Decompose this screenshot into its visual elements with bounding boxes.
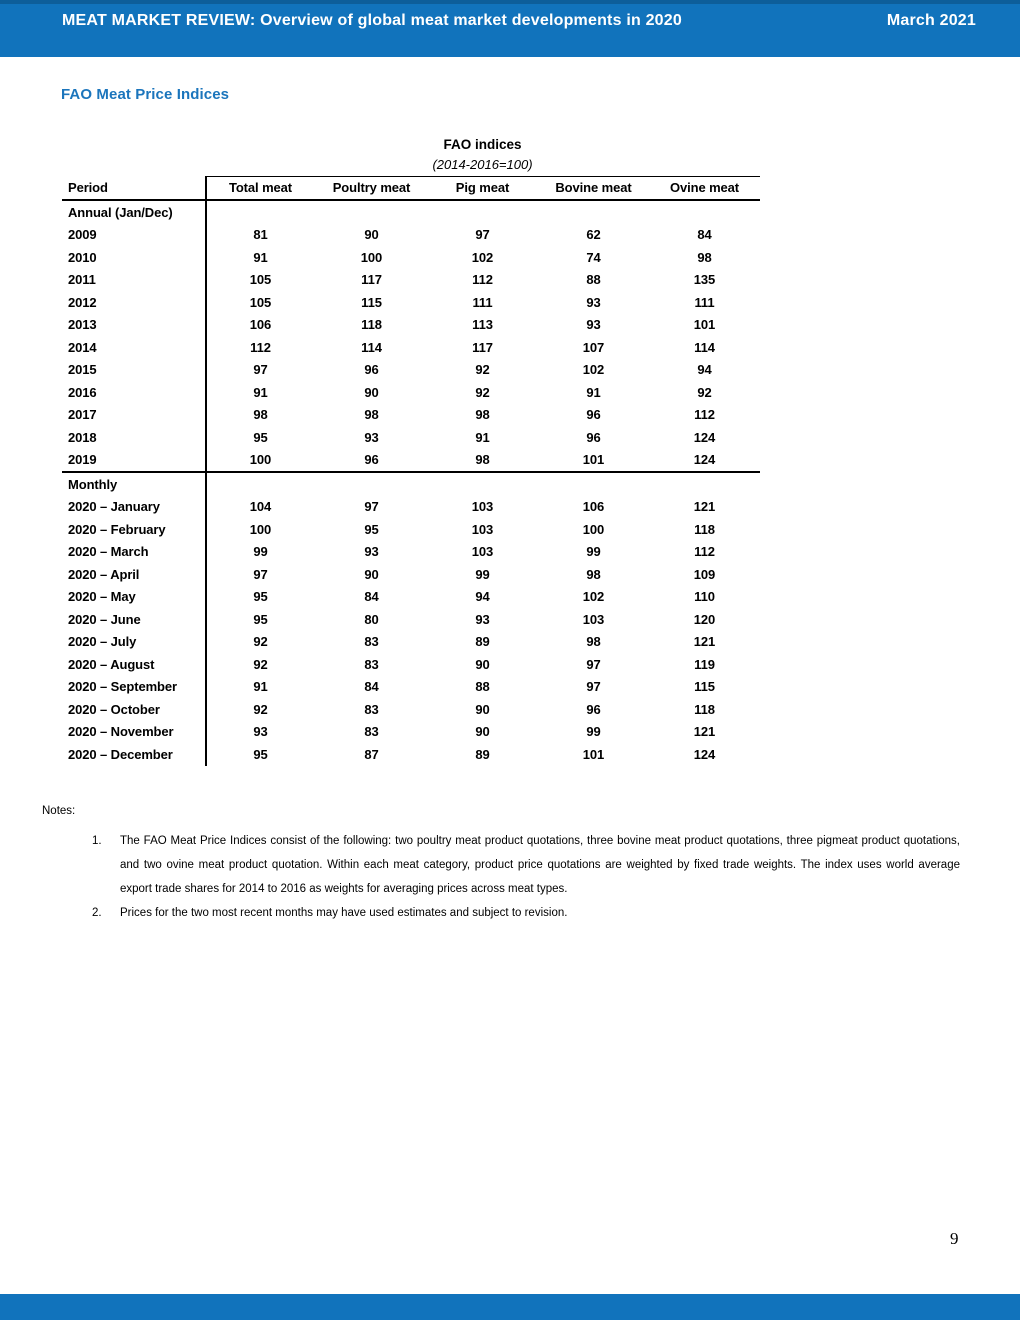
value-cell: 98 xyxy=(697,249,712,265)
period-cell: 2011 xyxy=(68,272,96,288)
value-cell: 97 xyxy=(253,566,268,582)
value-cell: 96 xyxy=(586,701,601,717)
note-text: Prices for the two most recent months may have used estimates and subject to revision. xyxy=(120,907,568,919)
value-cell: 84 xyxy=(364,679,379,695)
value-cell: 103 xyxy=(582,611,605,627)
table-section-label-row xyxy=(62,201,760,224)
fao-indices-table xyxy=(62,137,760,766)
table-row xyxy=(62,563,760,586)
value-cell: 88 xyxy=(586,272,601,288)
value-cell: 100 xyxy=(360,249,383,265)
value-cell: 119 xyxy=(694,656,715,672)
value-cell: 95 xyxy=(253,429,268,445)
value-cell: 103 xyxy=(471,499,494,515)
note-text: The FAO Meat Price Indices consist of the following: two poultry meat product quotations, three bovine meat product quotations, three pigmeat product quotations, and two ovine meat product quotation. Within each meat category, product price quotations are weighted by fixed trade weights. The index uses world average export trade shares for 2014 to 2016 as weights for averaging prices across meat types. xyxy=(120,835,960,895)
value-cell: 91 xyxy=(475,429,490,445)
value-cell: 102 xyxy=(471,249,494,265)
value-cell: 93 xyxy=(364,429,379,445)
table-section-label-row xyxy=(62,473,760,496)
table-row xyxy=(62,426,760,449)
value-cell: 111 xyxy=(472,294,493,310)
table-section-label: Monthly xyxy=(68,476,118,492)
value-cell: 96 xyxy=(586,407,601,423)
period-cell: 2013 xyxy=(68,317,97,333)
value-cell: 121 xyxy=(693,634,716,650)
table-row xyxy=(62,224,760,247)
value-cell: 95 xyxy=(364,521,379,537)
value-cell: 118 xyxy=(361,317,382,333)
value-cell: 90 xyxy=(364,566,379,582)
value-cell: 118 xyxy=(694,521,715,537)
column-header: Poultry meat xyxy=(332,180,411,195)
value-cell: 87 xyxy=(364,746,379,762)
value-cell: 124 xyxy=(693,452,716,468)
value-cell: 81 xyxy=(253,227,268,243)
column-header: Total meat xyxy=(228,180,293,195)
column-header: Bovine meat xyxy=(555,180,632,195)
value-cell: 90 xyxy=(475,656,490,672)
page-number: 9 xyxy=(950,1229,959,1248)
value-cell: 112 xyxy=(250,339,271,355)
value-cell: 112 xyxy=(694,544,715,560)
period-cell: 2020 – March xyxy=(68,544,149,560)
value-cell: 95 xyxy=(253,589,268,605)
value-cell: 121 xyxy=(693,499,716,515)
value-cell: 102 xyxy=(582,362,605,378)
period-cell: 2016 xyxy=(68,384,97,400)
value-cell: 118 xyxy=(694,701,715,717)
value-cell: 93 xyxy=(364,544,379,560)
value-cell: 62 xyxy=(586,227,601,243)
period-cell: 2020 – July xyxy=(68,634,137,650)
value-cell: 99 xyxy=(586,544,601,560)
value-cell: 92 xyxy=(253,656,268,672)
table-row xyxy=(62,653,760,676)
value-cell: 106 xyxy=(249,317,272,333)
table-subtitle: (2014-2016=100) xyxy=(432,157,533,172)
value-cell: 91 xyxy=(586,384,601,400)
value-cell: 104 xyxy=(249,499,272,515)
value-cell: 93 xyxy=(253,724,268,740)
value-cell: 96 xyxy=(586,429,601,445)
value-cell: 83 xyxy=(364,634,379,650)
period-cell: 2020 – September xyxy=(68,679,177,695)
value-cell: 84 xyxy=(364,589,379,605)
value-cell: 96 xyxy=(364,362,379,378)
table-row xyxy=(62,269,760,292)
table-row xyxy=(62,291,760,314)
table-row xyxy=(62,743,760,766)
value-cell: 92 xyxy=(697,384,712,400)
value-cell: 103 xyxy=(471,521,494,537)
value-cell: 95 xyxy=(253,746,268,762)
value-cell: 115 xyxy=(361,294,382,310)
value-cell: 100 xyxy=(249,452,272,468)
table-row xyxy=(62,381,760,404)
period-cell: 2020 – October xyxy=(68,701,160,717)
period-cell: 2020 – February xyxy=(68,521,166,537)
value-cell: 107 xyxy=(582,339,605,355)
table-row xyxy=(62,449,760,472)
value-cell: 90 xyxy=(475,701,490,717)
value-cell: 97 xyxy=(364,499,379,515)
value-cell: 113 xyxy=(472,317,493,333)
value-cell: 101 xyxy=(693,317,716,333)
value-cell: 117 xyxy=(472,339,493,355)
period-cell: 2018 xyxy=(68,429,97,445)
value-cell: 89 xyxy=(475,746,490,762)
period-cell: 2015 xyxy=(68,362,97,378)
value-cell: 83 xyxy=(364,724,379,740)
value-cell: 99 xyxy=(586,724,601,740)
value-cell: 97 xyxy=(253,362,268,378)
period-cell: 2017 xyxy=(68,407,97,423)
value-cell: 99 xyxy=(475,566,490,582)
period-cell: 2009 xyxy=(68,227,97,243)
value-cell: 93 xyxy=(586,294,601,310)
table-row xyxy=(62,608,760,631)
note-item xyxy=(42,829,967,901)
section-heading: FAO Meat Price Indices xyxy=(61,86,230,103)
value-cell: 74 xyxy=(586,249,601,265)
value-cell: 135 xyxy=(693,272,716,288)
column-header: Pig meat xyxy=(455,180,510,195)
value-cell: 100 xyxy=(582,521,605,537)
value-cell: 92 xyxy=(253,701,268,717)
notes-label: Notes: xyxy=(42,805,76,817)
value-cell: 112 xyxy=(472,272,493,288)
value-cell: 83 xyxy=(364,701,379,717)
value-cell: 114 xyxy=(361,339,382,355)
column-divider-line xyxy=(205,176,207,766)
value-cell: 102 xyxy=(582,589,605,605)
period-cell: 2020 – January xyxy=(68,499,160,515)
value-cell: 101 xyxy=(582,746,605,762)
table-body xyxy=(62,201,760,766)
table-row xyxy=(62,631,760,654)
document-date: March 2021 xyxy=(886,12,976,29)
period-cell: 2010 xyxy=(68,249,97,265)
value-cell: 92 xyxy=(253,634,268,650)
value-cell: 83 xyxy=(364,656,379,672)
period-cell: 2019 xyxy=(68,452,97,468)
value-cell: 98 xyxy=(475,407,490,423)
table-row xyxy=(62,246,760,269)
value-cell: 112 xyxy=(694,407,715,423)
value-cell: 90 xyxy=(475,724,490,740)
table-row xyxy=(62,359,760,382)
column-header: Period xyxy=(68,180,108,195)
value-cell: 117 xyxy=(361,272,382,288)
value-cell: 98 xyxy=(364,407,379,423)
value-cell: 105 xyxy=(249,272,272,288)
notes-list xyxy=(42,829,967,925)
document-title: MEAT MARKET REVIEW: Overview of global meat market developments in 2020 xyxy=(62,12,682,29)
value-cell: 103 xyxy=(471,544,494,560)
value-cell: 110 xyxy=(694,589,715,605)
value-cell: 93 xyxy=(586,317,601,333)
value-cell: 90 xyxy=(364,384,379,400)
table-row xyxy=(62,721,760,744)
value-cell: 94 xyxy=(697,362,712,378)
value-cell: 120 xyxy=(693,611,716,627)
value-cell: 88 xyxy=(475,679,490,695)
value-cell: 98 xyxy=(586,566,601,582)
note-number: 2. xyxy=(92,907,102,919)
value-cell: 96 xyxy=(364,452,379,468)
value-cell: 101 xyxy=(582,452,605,468)
value-cell: 80 xyxy=(364,611,379,627)
table-title: FAO indices xyxy=(443,137,522,152)
table-row xyxy=(62,676,760,699)
table-row xyxy=(62,336,760,359)
value-cell: 98 xyxy=(253,407,268,423)
value-cell: 111 xyxy=(694,294,715,310)
value-cell: 106 xyxy=(582,499,605,515)
period-cell: 2020 – June xyxy=(68,611,141,627)
table-row xyxy=(62,586,760,609)
notes-section xyxy=(42,803,967,925)
period-cell: 2020 – November xyxy=(68,724,174,740)
note-number: 1. xyxy=(92,835,102,847)
period-cell: 2012 xyxy=(68,294,97,310)
period-cell: 2020 – May xyxy=(68,589,136,605)
table-row xyxy=(62,314,760,337)
value-cell: 91 xyxy=(253,249,268,265)
table-row xyxy=(62,541,760,564)
table-header-row xyxy=(62,176,760,201)
value-cell: 124 xyxy=(693,746,716,762)
value-cell: 84 xyxy=(697,227,712,243)
table-row xyxy=(62,496,760,519)
value-cell: 95 xyxy=(253,611,268,627)
table-row xyxy=(62,518,760,541)
value-cell: 121 xyxy=(693,724,716,740)
value-cell: 90 xyxy=(364,227,379,243)
value-cell: 109 xyxy=(693,566,716,582)
value-cell: 89 xyxy=(475,634,490,650)
value-cell: 114 xyxy=(694,339,715,355)
value-cell: 98 xyxy=(475,452,490,468)
value-cell: 100 xyxy=(249,521,272,537)
footer-bar xyxy=(0,1294,1020,1320)
table-section-label: Annual (Jan/Dec) xyxy=(68,204,173,220)
value-cell: 97 xyxy=(475,227,490,243)
header-bar xyxy=(0,0,1020,57)
value-cell: 91 xyxy=(253,384,268,400)
value-cell: 105 xyxy=(249,294,272,310)
period-cell: 2014 xyxy=(68,339,97,355)
column-header: Ovine meat xyxy=(669,180,740,195)
value-cell: 92 xyxy=(475,384,490,400)
table-row xyxy=(62,404,760,427)
period-cell: 2020 – April xyxy=(68,566,140,582)
value-cell: 99 xyxy=(253,544,268,560)
value-cell: 97 xyxy=(586,656,601,672)
period-cell: 2020 – December xyxy=(68,746,173,762)
value-cell: 92 xyxy=(475,362,490,378)
value-cell: 97 xyxy=(586,679,601,695)
value-cell: 124 xyxy=(693,429,716,445)
value-cell: 91 xyxy=(253,679,268,695)
period-cell: 2020 – August xyxy=(68,656,155,672)
value-cell: 115 xyxy=(694,679,715,695)
value-cell: 98 xyxy=(586,634,601,650)
note-item xyxy=(42,901,967,925)
value-cell: 94 xyxy=(475,589,490,605)
table-row xyxy=(62,698,760,721)
value-cell: 93 xyxy=(475,611,490,627)
